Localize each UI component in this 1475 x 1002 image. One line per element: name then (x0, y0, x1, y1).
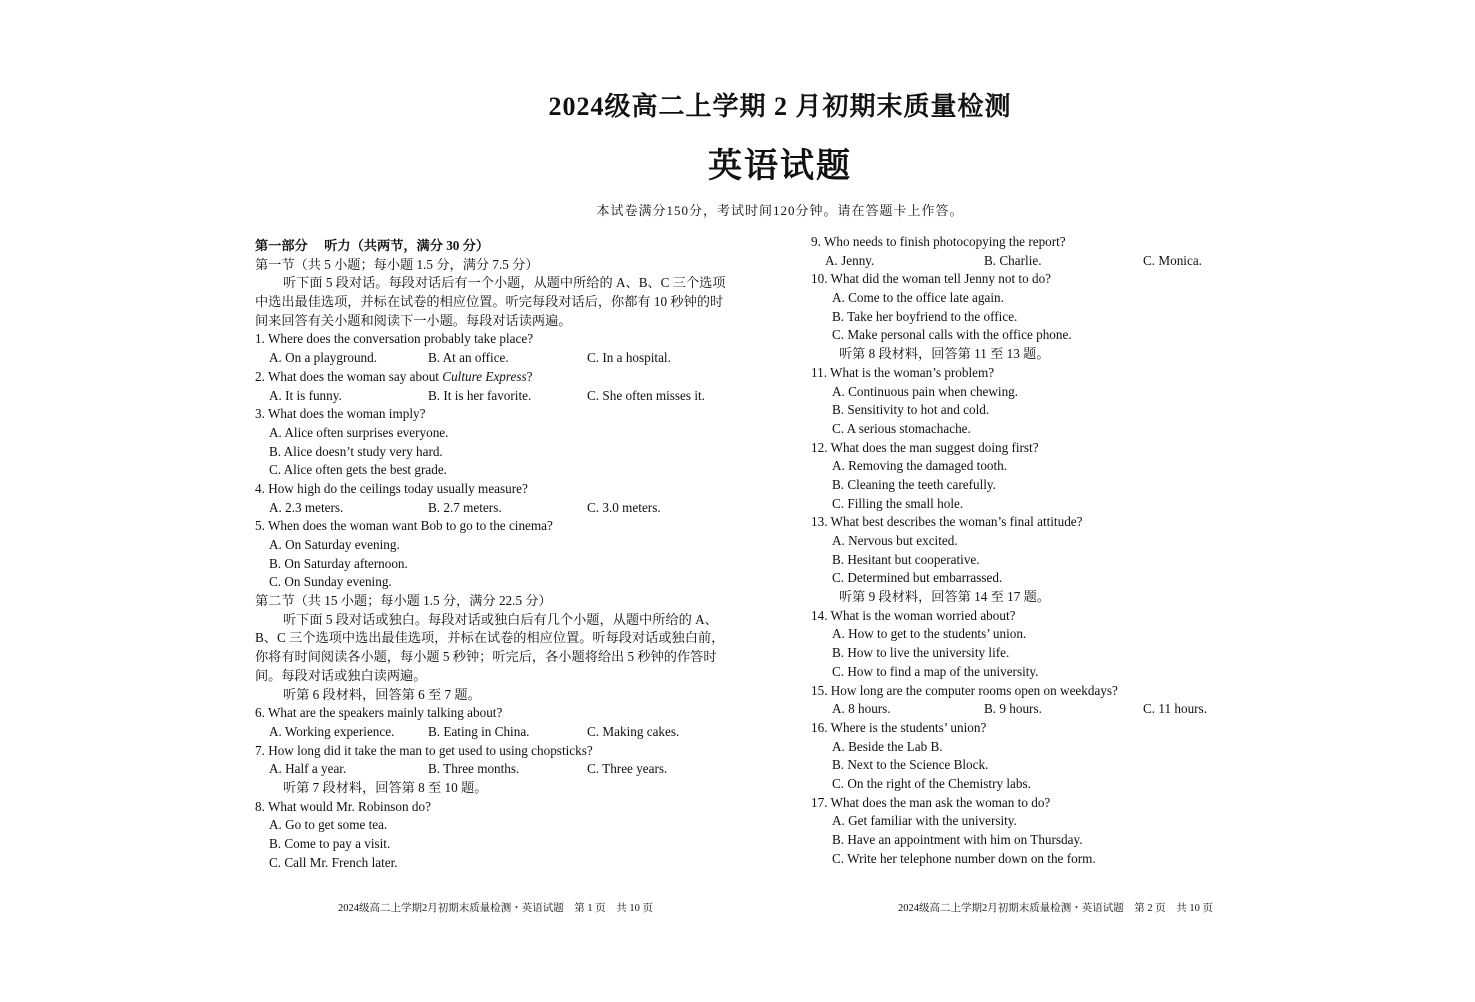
question-stem: 9. Who needs to finish photocopying the report? (811, 234, 1066, 249)
question-stem (255, 368, 755, 387)
instruction-line: 间来回答有关小题和阅读下一小题。每段对话读两遍。 (255, 312, 572, 328)
option-c: C. Make personal calls with the office phone. (832, 327, 1072, 343)
options-row (811, 252, 1231, 271)
instruction-line: 听下面 5 段对话或独白。每段对话或独白后有几个小题，从题中所给的 A、 (283, 611, 718, 627)
option-c: C. Call Mr. French later. (269, 854, 398, 870)
option-b: B. Take her boyfriend to the office. (832, 308, 1018, 324)
option-a: A. Come to the office late again. (832, 290, 1004, 306)
question-stem: 3. What does the woman imply? (255, 406, 426, 422)
option-b: B. Three months. (428, 761, 520, 777)
option-b: B. Charlie. (984, 252, 1042, 268)
option-b: B. 2.7 meters. (428, 499, 502, 515)
option-c: C. Filling the small hole. (832, 495, 964, 511)
option-a: A. Get familiar with the university. (832, 813, 1017, 829)
material-note: 听第 8 段材料，回答第 11 至 13 题。 (839, 346, 1050, 362)
option-a: A. Half a year. (269, 761, 347, 777)
option-a: A. On a playground. (269, 350, 378, 366)
options-row (255, 387, 755, 406)
question-stem: 17. What does the man ask the woman to do? (811, 794, 1051, 810)
option-b: B. How to live the university life. (832, 645, 1010, 661)
option-c: C. In a hospital. (587, 350, 671, 366)
option-b: B. Next to the Science Block. (832, 757, 989, 773)
option-a: A. 2.3 meters. (269, 499, 344, 515)
option-c: C. On the right of the Chemistry labs. (832, 775, 1031, 791)
question-stem: 11. What is the woman’s problem? (811, 364, 995, 380)
question-mark: ? (526, 368, 533, 384)
option-c: C. She often misses it. (587, 387, 705, 403)
options-row (811, 700, 1231, 719)
option-a: A. Go to get some tea. (269, 817, 388, 833)
instruction-line: 间。每段对话或独白读两遍。 (255, 667, 427, 683)
option-b: B. On Saturday afternoon. (269, 555, 408, 571)
exam-title: 2024级高二上学期 2 月初期末质量检测 (548, 92, 1012, 121)
right-column (811, 233, 1231, 868)
option-c: C. 3.0 meters. (587, 499, 661, 515)
option-a: A. Jenny. (825, 252, 875, 268)
option-b: B. It is her favorite. (428, 387, 532, 403)
material-note: 听第 9 段材料，回答第 14 至 17 题。 (839, 589, 1050, 605)
option-c: C. Determined but embarrassed. (832, 570, 1003, 586)
question-stem: 12. What does the man suggest doing first? (811, 439, 1039, 455)
option-a: A. On Saturday evening. (269, 537, 400, 552)
program-title: Culture Express (442, 368, 527, 384)
question-stem-text: 2. What does the woman say about (255, 368, 443, 384)
exam-subtitle: 英语试题 (708, 148, 852, 185)
option-b: B. At an office. (428, 350, 509, 366)
option-c: C. On Sunday evening. (269, 574, 392, 590)
option-a: A. Working experience. (269, 723, 395, 739)
left-column (255, 237, 755, 872)
options-row (255, 723, 755, 742)
option-c: C. Monica. (1143, 252, 1202, 268)
option-b: B. Have an appointment with him on Thursday. (832, 832, 1083, 847)
option-a: A. How to get to the students’ union. (832, 626, 1027, 642)
option-c: C. Alice often gets the best grade. (269, 462, 447, 478)
option-b: B. Sensitivity to hot and cold. (832, 402, 990, 418)
option-c: C. A serious stomachache. (832, 420, 971, 436)
material-note: 听第 7 段材料，回答第 8 至 10 题。 (283, 779, 488, 795)
question-stem: 14. What is the woman worried about? (811, 607, 1016, 623)
option-a: A. Alice often surprises everyone. (269, 424, 449, 440)
option-b: B. Come to pay a visit. (269, 836, 391, 851)
option-a: A. Nervous but excited. (832, 533, 958, 548)
option-b: B. Eating in China. (428, 723, 530, 739)
option-a: A. 8 hours. (832, 701, 891, 717)
material-note: 听第 6 段材料，回答第 6 至 7 题。 (283, 686, 481, 702)
option-a: A. It is funny. (269, 387, 342, 403)
instruction-line: 中选出最佳选项，并标在试卷的相应位置。听完每段对话后，你都有 10 秒钟的时 (255, 294, 724, 310)
option-b: B. Cleaning the teeth carefully. (832, 476, 996, 492)
question-stem: 5. When does the woman want Bob to go to the cinema? (255, 518, 553, 534)
instruction-line: 你将有时间阅读各小题，每小题 5 秒钟；听完后，各小题将给出 5 秒钟的作答时 (255, 649, 717, 665)
question-stem: 6. What are the speakers mainly talking about? (255, 705, 503, 721)
page-footer: 2024级高二上学期2月初期末质量检测・英语试题 第 1 页 共 10 页 (338, 903, 653, 914)
page-footer: 2024级高二上学期2月初期末质量检测・英语试题 第 2 页 共 10 页 (898, 903, 1213, 914)
option-c: C. Three years. (587, 761, 668, 777)
question-stem: 16. Where is the students’ union? (811, 719, 987, 735)
option-c: C. How to find a map of the university. (832, 663, 1039, 679)
option-b: B. Hesitant but cooperative. (832, 551, 980, 567)
options-row (255, 349, 755, 368)
option-c: C. 11 hours. (1143, 701, 1207, 717)
option-a: A. Removing the damaged tooth. (832, 458, 1008, 474)
options-row (255, 760, 755, 779)
question-stem: 4. How high do the ceilings today usually measure? (255, 480, 528, 496)
option-c: C. Write her telephone number down on the form. (832, 850, 1096, 866)
option-a: A. Continuous pain when chewing. (832, 383, 1019, 399)
option-b: B. 9 hours. (984, 701, 1042, 717)
question-stem: 15. How long are the computer rooms open on weekdays? (811, 682, 1118, 698)
instruction-line: 听下面 5 段对话。每段对话后有一个小题，从题中所给的 A、B、C 三个选项 (283, 275, 726, 291)
option-b: B. Alice doesn’t study very hard. (269, 443, 443, 459)
exam-note: 本试卷满分150分，考试时间120分钟。请在答题卡上作答。 (596, 203, 964, 218)
options-row (255, 499, 755, 518)
question-stem: 10. What did the woman tell Jenny not to do? (811, 271, 1052, 287)
option-c: C. Making cakes. (587, 723, 680, 739)
part-heading: 第一部分 听力（共两节，满分 30 分） (255, 238, 490, 253)
question-stem: 13. What best describes the woman’s final attitude? (811, 514, 1083, 530)
question-stem: 1. Where does the conversation probably take place? (255, 331, 534, 347)
section-heading: 第二节（共 15 小题；每小题 1.5 分，满分 22.5 分） (255, 593, 552, 609)
option-a: A. Beside the Lab B. (832, 738, 943, 754)
question-stem: 8. What would Mr. Robinson do? (255, 798, 431, 814)
question-stem: 7. How long did it take the man to get used to using chopsticks? (255, 742, 593, 758)
section-heading: 第一节（共 5 小题；每小题 1.5 分，满分 7.5 分） (255, 256, 539, 272)
instruction-line: B、C 三个选项中选出最佳选项，并标在试卷的相应位置。听每段对话或独白前， (255, 630, 725, 646)
